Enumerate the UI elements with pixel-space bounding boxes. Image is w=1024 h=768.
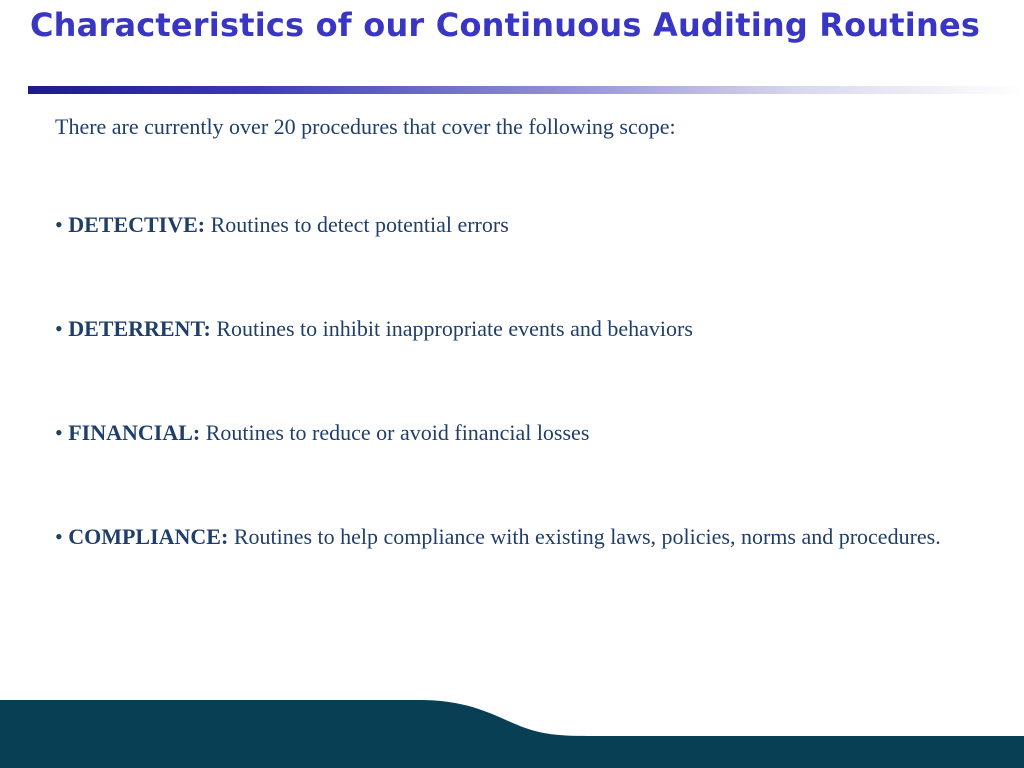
bullet-text: Routines to detect potential errors <box>205 212 509 237</box>
bullet-marker: • <box>55 524 63 549</box>
bullet-term: FINANCIAL: <box>68 420 201 445</box>
bullet-deterrent <box>55 306 975 352</box>
bullet-text: Routines to help compliance with existing laws, policies, norms and procedures. <box>228 524 941 549</box>
slide-title: Characteristics of our Continuous Auditing Routines <box>30 6 981 44</box>
intro-text: There are currently over 20 procedures that cover the following scope: <box>55 114 676 139</box>
bullet-marker: • <box>55 212 63 237</box>
bullet-financial <box>55 410 975 456</box>
bullet-text: Routines to reduce or avoid financial losses <box>200 420 590 445</box>
title-underline-rule <box>28 86 1024 94</box>
bullet-term: COMPLIANCE: <box>68 524 229 549</box>
bullet-compliance <box>55 514 975 560</box>
bullet-term: DETECTIVE: <box>68 212 206 237</box>
footer-wave-band <box>0 698 1024 768</box>
bullet-term: DETERRENT: <box>68 316 211 341</box>
footer-wave-shape <box>0 700 1024 768</box>
slide-body <box>55 110 975 560</box>
bullet-marker: • <box>55 420 63 445</box>
bullet-detective <box>55 202 975 248</box>
bullet-marker: • <box>55 316 63 341</box>
bullet-text: Routines to inhibit inappropriate events and behaviors <box>210 316 693 341</box>
